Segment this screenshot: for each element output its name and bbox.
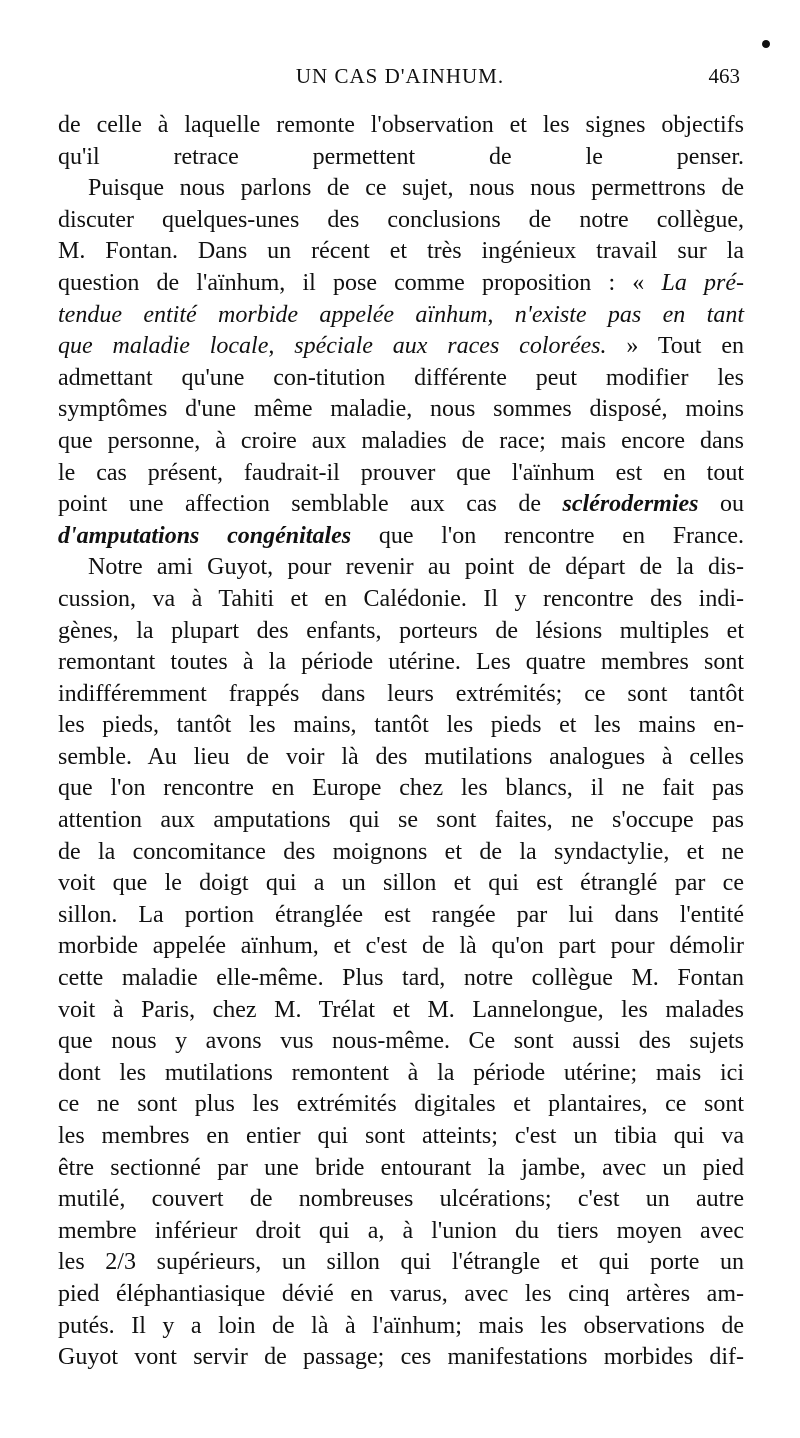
- text-segment: mutilé, couvert de nombreuses ulcérations; c'est un autre: [58, 1186, 744, 1213]
- text-line: [58, 173, 744, 205]
- text-line: [58, 110, 744, 142]
- text-line: [58, 773, 744, 805]
- text-line: [58, 710, 744, 742]
- text-segment: que l'on rencontre en Europe chez les blancs, il ne fait pas: [58, 775, 744, 802]
- text-segment: dont les mutilations remontent à la période utérine; mais ici: [58, 1059, 744, 1086]
- text-segment: de la concomitance des moignons et de la syndactylie, et ne: [58, 838, 744, 865]
- text-segment: cette maladie elle-même. Plus tard, notre collègue M. Fontan: [58, 965, 744, 992]
- text-line: [58, 742, 744, 774]
- text-segment: voit à Paris, chez M. Trélat et M. Lannelongue, les malades: [58, 996, 744, 1023]
- text-line: [58, 426, 744, 458]
- text-segment: ce ne sont plus les extrémités digitales et plantaires, ce sont: [58, 1091, 744, 1118]
- text-line: [58, 868, 744, 900]
- text-segment: indifféremment frappés dans leurs extrémités; ce sont tantôt: [58, 680, 744, 707]
- text-segment: que l'on rencontre en France.: [351, 522, 744, 549]
- text-line: [58, 1184, 744, 1216]
- text-line: [58, 1247, 744, 1279]
- text-segment: le cas présent, faudrait-il prouver que l'aïnhum est en tout: [58, 459, 744, 486]
- text-segment: symptômes d'une même maladie, nous sommes disposé, moins: [58, 396, 744, 423]
- body-text: [58, 110, 744, 1374]
- text-line: [58, 268, 744, 300]
- text-line: [58, 458, 744, 490]
- text-line: [58, 963, 744, 995]
- margin-dot: [762, 40, 770, 48]
- text-line: [58, 931, 744, 963]
- text-segment: les pieds, tantôt les mains, tantôt les pieds et les mains en-: [58, 712, 744, 739]
- emphasized-text: sclérodermies: [562, 491, 699, 518]
- text-line: [58, 1311, 744, 1343]
- text-segment: que nous y avons vus nous-même. Ce sont aussi des sujets: [58, 1028, 744, 1055]
- text-line: [58, 647, 744, 679]
- emphasized-text: tendue entité morbide appelée aïnhum, n'existe pas en tant: [58, 301, 744, 328]
- text-line: [58, 805, 744, 837]
- text-line: [58, 363, 744, 395]
- text-line: [58, 236, 744, 268]
- text-line: [58, 1089, 744, 1121]
- text-line: [58, 489, 744, 521]
- text-segment: sillon. La portion étranglée est rangée par lui dans l'entité: [58, 901, 744, 928]
- text-segment: pied éléphantiasique dévié en varus, avec les cinq artères am-: [58, 1280, 744, 1307]
- text-segment: » Tout en: [606, 333, 745, 360]
- text-line: [58, 1121, 744, 1153]
- text-segment: semble. Au lieu de voir là des mutilations analogues à celles: [58, 743, 744, 770]
- text-segment: Puisque nous parlons de ce sujet, nous nous permettrons de: [88, 175, 744, 202]
- text-line: [58, 679, 744, 711]
- text-segment: remontant toutes à la période utérine. Les quatre membres sont: [58, 649, 744, 676]
- emphasized-text: d'amputations congénitales: [58, 522, 352, 549]
- text-line: [58, 552, 744, 584]
- text-line: [58, 1279, 744, 1311]
- text-line: [58, 1342, 744, 1374]
- text-segment: attention aux amputations qui se sont faites, ne s'occupe pas: [58, 807, 744, 834]
- text-segment: admettant qu'une con-titution différente peut modifier les: [58, 364, 744, 391]
- text-segment: Notre ami Guyot, pour revenir au point de départ de la dis-: [88, 554, 744, 581]
- text-line: [58, 1026, 744, 1058]
- text-segment: membre inférieur droit qui a, à l'union du tiers moyen avec: [58, 1217, 744, 1244]
- text-line: [58, 521, 744, 553]
- text-segment: Guyot vont servir de passage; ces manifestations morbides dif-: [58, 1344, 744, 1371]
- text-segment: les 2/3 supérieurs, un sillon qui l'étrangle et qui porte un: [58, 1249, 744, 1276]
- text-line: [58, 205, 744, 237]
- text-line: [58, 1216, 744, 1248]
- text-line: [58, 300, 744, 332]
- text-segment: être sectionné par une bride entourant la jambe, avec un pied: [58, 1154, 744, 1181]
- text-segment: que personne, à croire aux maladies de race; mais encore dans: [58, 427, 744, 454]
- text-line: [58, 900, 744, 932]
- emphasized-text: que maladie locale, spéciale aux races colorées.: [58, 333, 607, 360]
- text-segment: voit que le doigt qui a un sillon et qui est étranglé par ce: [58, 870, 744, 897]
- text-segment: cussion, va à Tahiti et en Calédonie. Il y rencontre des indi-: [58, 585, 744, 612]
- text-segment: point une affection semblable aux cas de: [58, 491, 563, 518]
- text-segment: discuter quelques-unes des conclusions de notre collègue,: [58, 206, 744, 233]
- text-segment: les membres en entier qui sont atteints; c'est un tibia qui va: [58, 1123, 744, 1149]
- text-line: [58, 394, 744, 426]
- text-line: [58, 837, 744, 869]
- text-line: [58, 331, 744, 363]
- text-segment: morbide appelée aïnhum, et c'est de là qu'on part pour démolir: [58, 933, 744, 960]
- text-segment: M. Fontan. Dans un récent et très ingénieux travail sur la: [58, 238, 744, 265]
- text-segment: question de l'aïnhum, il pose comme proposition : «: [58, 269, 662, 296]
- page-number: 463: [708, 64, 740, 88]
- text-line: [58, 142, 744, 174]
- text-line: [58, 1153, 744, 1185]
- text-line: [58, 995, 744, 1027]
- text-segment: gènes, la plupart des enfants, porteurs de lésions multiples et: [58, 617, 744, 644]
- text-segment: ou: [698, 491, 744, 518]
- text-line: [58, 584, 744, 616]
- text-line: [58, 616, 744, 648]
- emphasized-text: La pré-: [661, 269, 744, 296]
- page-header: [60, 64, 740, 94]
- text-segment: de celle à laquelle remonte l'observation et les signes objectifs: [58, 112, 744, 138]
- running-head: UN CAS D'AINHUM.: [295, 64, 505, 88]
- text-segment: qu'il retrace permettent de le penser.: [58, 143, 744, 170]
- text-line: [58, 1058, 744, 1090]
- text-segment: putés. Il y a loin de là à l'aïnhum; mais les observations de: [58, 1312, 744, 1339]
